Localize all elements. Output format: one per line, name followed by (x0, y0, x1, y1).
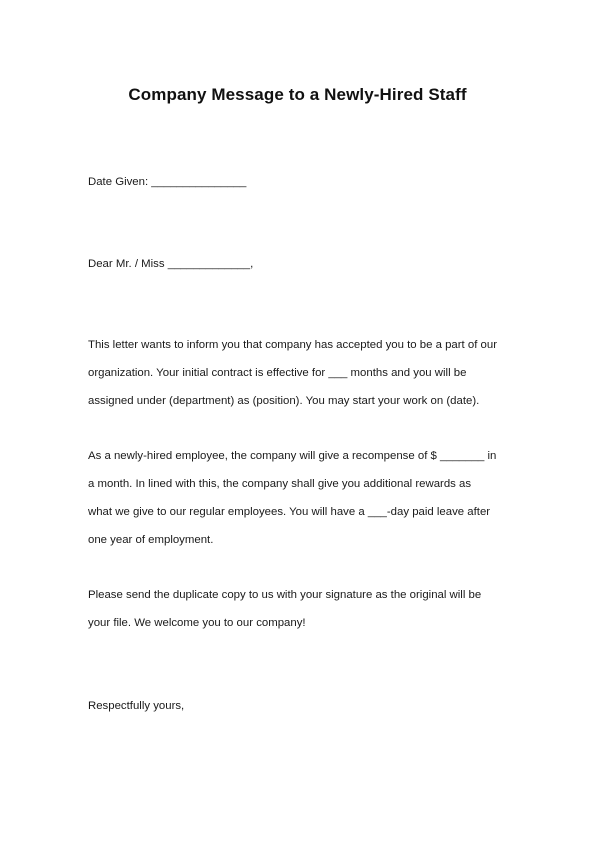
closing-line: Respectfully yours, (88, 700, 185, 712)
paragraph-2-line-1: As a newly-hired employee, the company will give a recompense of $ _______ in (88, 450, 497, 462)
paragraph-2-line-4: one year of employment. (88, 534, 214, 546)
paragraph-1-line-1: This letter wants to inform you that company has accepted you to be a part of our (88, 339, 498, 351)
paragraph-3-line-2: your file. We welcome you to our company! (88, 617, 306, 629)
paragraph-1-line-3: assigned under (department) as (position). You may start your work on (date). (88, 395, 480, 407)
document-title: Company Message to a Newly-Hired Staff (128, 85, 467, 104)
paragraph-2-line-3: what we give to our regular employees. You will have a ___-day paid leave after (88, 506, 491, 518)
paragraph-3-line-1: Please send the duplicate copy to us with your signature as the original will be (88, 589, 482, 601)
salutation-line: Dear Mr. / Miss _____________, (88, 258, 254, 270)
paragraph-1-line-2: organization. Your initial contract is effective for ___ months and you will be (88, 367, 467, 379)
paragraph-2-line-2: a month. In lined with this, the company shall give you additional rewards as (88, 478, 472, 490)
date-given-line: Date Given: _______________ (88, 176, 247, 188)
